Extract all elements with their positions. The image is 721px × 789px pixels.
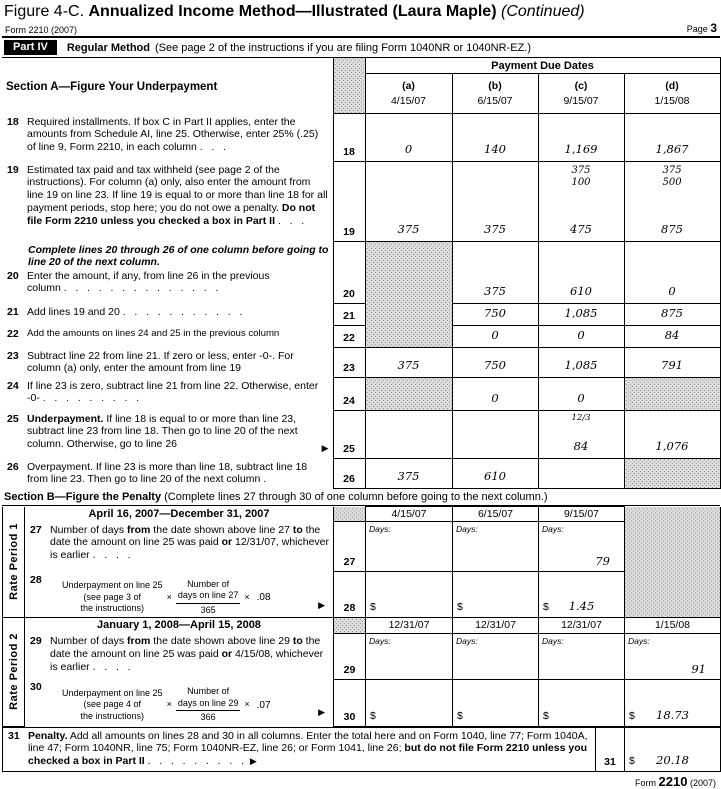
multiply-icon: × (244, 699, 250, 710)
line-27-c-value: 79 (595, 554, 610, 568)
line-31-label: 31 (8, 729, 20, 742)
line-25-label: 25 (7, 412, 19, 425)
line-18-value-a[interactable]: 0 (365, 114, 452, 162)
line-24-value-c[interactable]: 0 (538, 378, 624, 411)
line-30-fraction: Number of days on line 29 366 (177, 686, 239, 723)
line-28-desc (25, 572, 334, 618)
line-22-num: 22 (333, 326, 365, 348)
line-24-text: If line 23 is zero, subtract line 21 from line 22. Otherwise, enter -0- (27, 379, 319, 405)
dollar-sign: $ (543, 709, 549, 722)
rp2-heading: January 1, 2008—April 15, 2008 (25, 617, 334, 633)
page-indicator (687, 21, 717, 35)
rp2-num-shade (334, 617, 366, 633)
line-20-label: 20 (7, 269, 19, 282)
line-21-value-b[interactable]: 750 (452, 304, 538, 326)
payment-due-dates-header: Payment Due Dates (365, 58, 720, 74)
line-18-value-b[interactable]: 140 (452, 114, 538, 162)
line-27-row (3, 522, 721, 572)
line-19-value-b[interactable]: 375 (452, 162, 538, 242)
line-18-label: 18 (7, 115, 19, 128)
rp2-dates-row (3, 617, 721, 633)
line-30-dollar-b[interactable] (453, 679, 539, 726)
shaded-cell-a-24 (365, 378, 452, 411)
line-31-num: 31 (596, 727, 625, 771)
section-a-title: Section A—Figure Your Underpayment (2, 58, 333, 114)
line-23-value-c[interactable]: 1,085 (538, 348, 624, 378)
line-19-c-payments: 375 100 (571, 165, 591, 188)
rp1-date-c: 9/15/07 (539, 507, 625, 522)
line-19-value-d[interactable] (624, 162, 720, 242)
rate-period-2-label: Rate Period 2 (7, 633, 20, 710)
column-header-c (538, 74, 624, 114)
line-28-formula: Underpayment on line 25 (see page 3 of the instructions) × Number of days on line 27 365 × .08 ▶ (62, 578, 325, 615)
line-22-text: Add the amounts on lines 24 and 25 in the previous column (27, 327, 280, 339)
line-23-text: Subtract line 22 from line 21. If zero or less, enter -0-. For column (a) only, enter the amount from line 19 (27, 349, 294, 375)
section-b-title: Section B—Figure the Penalty (4, 491, 165, 503)
line-20-text: Enter the amount, if any, from line 26 in the previous column (27, 269, 270, 295)
line-25-value-b[interactable] (452, 411, 538, 459)
line-24-desc (2, 378, 333, 411)
line-20-desc (2, 242, 333, 304)
dollar-sign: $ (629, 754, 635, 767)
line-30-formula: Underpayment on line 25 (see page 4 of the instructions) × Number of days on line 29 366 × .07 ▶ (62, 686, 325, 723)
line-31-table (2, 727, 721, 772)
rate-period-1-label: Rate Period 1 (7, 523, 20, 600)
line-27-days-b[interactable]: Days: (453, 522, 539, 572)
line-28-dollar-b[interactable] (453, 572, 539, 618)
line-18-text: Required installments. If box C in Part II applies, enter the amounts from Schedule AI, line 25. Otherwise, enter 25% (.25) of line 9, Form 2210, in each column (27, 115, 319, 154)
rp1-date-b: 6/15/07 (453, 507, 539, 522)
line-31-row (3, 727, 721, 771)
line-21-text: Add lines 19 and 20 (27, 305, 120, 318)
line-28-fraction: Number of days on line 27 365 (177, 578, 239, 615)
part-iv-row (2, 38, 720, 57)
line-25-c-date-note: 12/3 (571, 413, 591, 423)
line-29-num: 29 (334, 633, 366, 679)
form-id: Form 2210 (2007) (5, 25, 78, 35)
line-30-label: 30 (30, 681, 42, 694)
shaded-cell-d-26 (624, 459, 720, 489)
line-26-label: 26 (7, 460, 19, 473)
line-19-desc (2, 162, 333, 242)
line-20-value-c[interactable]: 610 (538, 242, 624, 304)
line-29-desc: 29 Number of days from the date shown above line 29 to the date the amount on line 25 was paid or 4/15/08, whichever is earlier . . . . (25, 633, 334, 679)
line-23-value-b[interactable]: 750 (452, 348, 538, 378)
line-31-bold-lead: Penalty. (28, 729, 68, 742)
rate-period-2-label-cell (3, 617, 25, 726)
rp2-date-a: 12/31/07 (366, 617, 453, 633)
line-25-arrow-icon: ▶ (321, 442, 329, 453)
line-19-c-total: 475 (570, 222, 592, 236)
line-30-rate: .07 (256, 699, 271, 711)
dollar-sign: $ (543, 600, 549, 613)
line-22-label: 22 (7, 327, 19, 340)
line-31-desc (3, 727, 596, 771)
figure-continued: (Continued) (500, 3, 585, 20)
line-18-dots: . . . (196, 141, 227, 154)
multiply-icon: × (166, 699, 172, 710)
line-19-d-payments: 375 500 (662, 165, 682, 188)
shaded-cell-d-24 (624, 378, 720, 411)
line-30-arrow-icon: ▶ (318, 707, 325, 718)
line-24-row (2, 378, 720, 411)
rp1-shaded-cell-d (625, 507, 721, 618)
section-b-header (2, 489, 720, 506)
line-27-days-a[interactable]: Days: (366, 522, 453, 572)
line-20-num: 20 (333, 242, 365, 304)
line-28-dollar-a[interactable] (366, 572, 453, 618)
line-24-dots: . . . . . . . . . (39, 392, 140, 405)
line-28-num: 28 (334, 572, 366, 618)
section-b-subtitle: (Complete lines 27 through 30 of one column before going to the next column.) (164, 491, 548, 503)
line-31-arrow-icon: ▶ (249, 756, 257, 767)
column-letter-b: (b) (488, 80, 502, 93)
column-header-b (452, 74, 538, 114)
line-21-value-d[interactable]: 875 (624, 304, 720, 326)
line-25-bold-text: Underpayment. (27, 412, 104, 425)
line-31-amount: 20.18 (656, 752, 689, 767)
line-20-dots: . . . . . . . . . . . . . . (60, 282, 219, 295)
rp2-date-b: 12/31/07 (453, 617, 539, 633)
line-30-row (3, 679, 721, 726)
rp2-date-d: 1/15/08 (625, 617, 721, 633)
rate-period-1-label-cell (3, 507, 25, 618)
page-number: 3 (710, 21, 717, 35)
complete-lines-note: Complete lines 20 through 26 of one column before going to line 20 of the next column. (28, 243, 329, 269)
line-19-label: 19 (7, 163, 19, 176)
line-19-bold-text: Do not file Form 2210 unless you checked a box in Part II (27, 201, 316, 227)
section-b-table (2, 506, 721, 727)
line-23-desc (2, 348, 333, 378)
line-30-dollar-a[interactable] (366, 679, 453, 726)
column-date-a: 4/15/07 (390, 94, 427, 107)
part-iv-note: (See page 2 of the instructions if you are filing Form 1040NR or 1040NR-EZ.) (154, 41, 531, 54)
line-31-penalty-value[interactable] (625, 727, 721, 771)
line-23-label: 23 (7, 349, 19, 362)
line-24-num: 24 (333, 378, 365, 411)
dollar-sign: $ (370, 709, 376, 722)
rp1-dates-row (3, 507, 721, 522)
line-26-value-c[interactable] (538, 459, 624, 489)
line-31-text: Add all amounts on lines 28 and 30 in all columns. Enter the total here and on Form 1040, line 77; Form 1040A, line 47; Form 1040NR, line 75; Form 1040NR-EZ, line 26; or Form 1041, line 26; (28, 729, 588, 755)
column-letter-c: (c) (574, 80, 588, 93)
line-22-value-d[interactable]: 84 (624, 326, 720, 348)
column-date-d: 1/15/08 (654, 94, 690, 107)
column-header-a (365, 74, 452, 114)
line-24-value-b[interactable]: 0 (452, 378, 538, 411)
line-28-row (3, 572, 721, 618)
form-id-row (2, 21, 720, 38)
line-29-days-b[interactable]: Days: (453, 633, 539, 679)
line-22-value-b[interactable]: 0 (452, 326, 538, 348)
line-29-label: 29 (30, 635, 42, 648)
line-25-value-d[interactable]: 1,076 (624, 411, 720, 459)
line-29-days-a[interactable]: Days: (366, 633, 453, 679)
line-26-value-b[interactable]: 610 (452, 459, 538, 489)
line-27-num: 27 (334, 522, 366, 572)
line-21-desc (2, 304, 333, 326)
column-letter-a: (a) (402, 80, 415, 93)
line-21-value-c[interactable]: 1,085 (538, 304, 624, 326)
line-19-d-total: 875 (661, 222, 683, 236)
line-29-d-value: 91 (691, 661, 706, 676)
part-iv-title: Regular Method (66, 41, 150, 54)
line-30-dollar-d[interactable] (625, 679, 721, 726)
line-18-value-c[interactable]: 1,169 (538, 114, 624, 162)
rp2-date-c: 12/31/07 (539, 617, 625, 633)
line-21-dots: . . . . . . . . . . . (119, 305, 243, 318)
line-29-days-d[interactable]: Days: 91 (625, 633, 721, 679)
line-23-num: 23 (333, 348, 365, 378)
section-a-table (2, 57, 721, 489)
line-28-label: 28 (30, 573, 42, 586)
line-20-row (2, 242, 720, 304)
line-28-c-value: 1.45 (568, 598, 595, 613)
line-29-days-c[interactable]: Days: (539, 633, 625, 679)
column-date-b: 6/15/07 (477, 94, 513, 107)
line-23-row (2, 348, 720, 378)
line-25-desc (2, 411, 333, 459)
line-28-arrow-icon: ▶ (318, 599, 325, 610)
line-19-value-a[interactable]: 375 (365, 162, 452, 242)
line-28-rate: .08 (256, 592, 271, 604)
line-24-label: 24 (7, 379, 19, 392)
line-19-text: Estimated tax paid and tax withheld (see page 2 of the instructions). For column (a) only, also enter the amount from line 19 on line 23. If line 19 is equal to or more than line 18 for all payment periods, stop here; you do not owe a penalty. (27, 163, 328, 214)
line-21-label: 21 (7, 305, 19, 318)
line-18-num: 18 (333, 114, 365, 162)
line-30-desc (25, 679, 334, 726)
page-word: Page (686, 24, 708, 34)
column-date-c: 9/15/07 (563, 94, 599, 107)
figure-label: Figure 4-C. (4, 3, 85, 20)
shaded-cell-a-20-22 (365, 242, 452, 348)
line-31-dots: . . . . . . . . . (144, 755, 244, 768)
line-26-value-a[interactable]: 375 (365, 459, 452, 489)
line-27-desc: 27 Number of days from the date shown above line 27 to the date the amount on line 25 was paid or 12/31/07, whichever is earlier . . . . (25, 522, 334, 572)
line-26-text: Overpayment. If line 23 is more than line 18, subtract line 18 from line 23. Then go to line 20 of the next column . (27, 460, 308, 486)
line-30-num: 30 (334, 679, 366, 726)
line-29-row (3, 633, 721, 679)
line-20-value-b[interactable]: 375 (452, 242, 538, 304)
column-letter-d: (d) (665, 80, 679, 93)
line-25-text: If line 18 is equal to or more than line 23, subtract line 23 from line 18. Then go to line 20 of the next column. Otherwise, go to line 26 (27, 412, 298, 451)
multiply-icon: × (244, 591, 250, 602)
line-26-row (2, 459, 720, 489)
line-21-row (2, 304, 720, 326)
line-22-value-c[interactable]: 0 (538, 326, 624, 348)
line-30-d-value: 18.73 (656, 707, 689, 722)
figure-title (2, 2, 720, 21)
footer-form-year: (2007) (689, 777, 716, 788)
line-22-row (2, 326, 720, 348)
line-18-value-d[interactable]: 1,867 (624, 114, 720, 162)
column-header-d (624, 74, 720, 114)
form-footer (2, 772, 720, 789)
multiply-icon: × (166, 591, 172, 602)
line-26-desc (2, 459, 333, 489)
line-27-days-c[interactable]: Days: 79 (539, 522, 625, 572)
line-25-value-c[interactable] (538, 411, 624, 459)
rp1-heading: April 16, 2007—December 31, 2007 (25, 507, 334, 522)
line-25-row (2, 411, 720, 459)
line-21-num: 21 (333, 304, 365, 326)
figure-main-title: Annualized Income Method—Illustrated (Laura Maple) (88, 3, 497, 20)
dollar-sign: $ (457, 600, 463, 613)
line-22-desc (2, 326, 333, 348)
line-number-column-header (333, 58, 365, 114)
line-19-num: 19 (333, 162, 365, 242)
line-30-dollar-c[interactable] (539, 679, 625, 726)
footer-form-number: 2210 (658, 773, 688, 789)
line-19-dots: . . . (275, 214, 305, 227)
line-25-c-amount: 84 (573, 439, 589, 453)
footer-form-word: Form (635, 777, 657, 788)
line-19-row (2, 162, 720, 242)
line-19-value-c[interactable] (538, 162, 624, 242)
line-23-value-a[interactable]: 375 (365, 348, 452, 378)
line-25-value-a[interactable] (365, 411, 452, 459)
dollar-sign: $ (629, 709, 635, 722)
part-iv-badge: Part IV (4, 40, 57, 55)
line-28-dollar-c[interactable] (539, 572, 625, 618)
line-31-bold-text: but do not file Form 2210 unless you checked a box in Part II (28, 742, 588, 768)
line-26-num: 26 (333, 459, 365, 489)
rp1-num-shade (334, 507, 366, 522)
dollar-sign: $ (370, 600, 376, 613)
line-20-value-d[interactable]: 0 (624, 242, 720, 304)
dollar-sign: $ (457, 709, 463, 722)
line-25-num: 25 (333, 411, 365, 459)
line-27-label: 27 (30, 523, 42, 536)
line-18-row (2, 114, 720, 162)
line-23-value-d[interactable]: 791 (624, 348, 720, 378)
rp1-date-a: 4/15/07 (366, 507, 453, 522)
line-18-desc (2, 114, 333, 162)
